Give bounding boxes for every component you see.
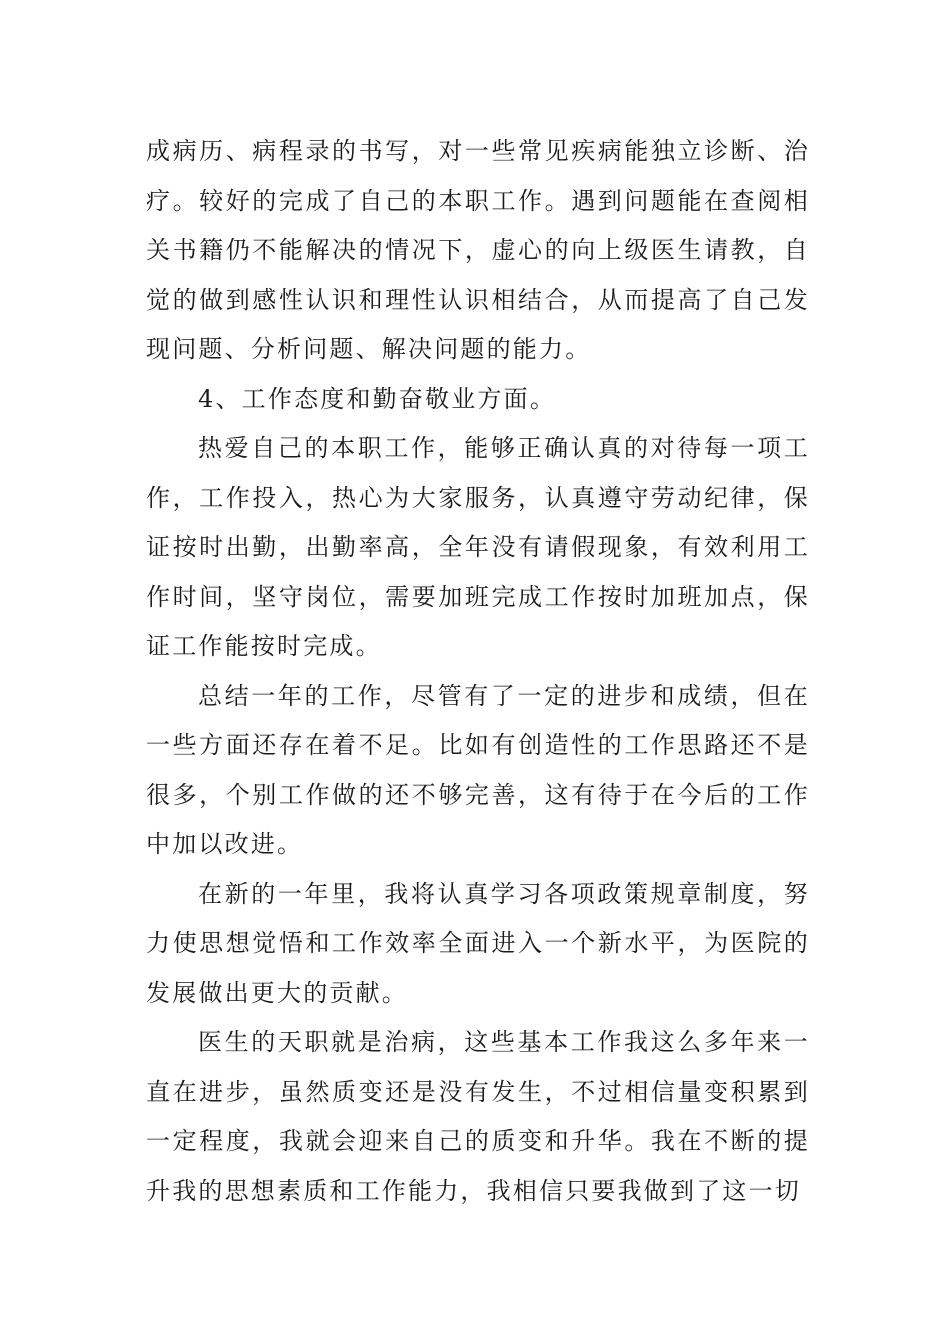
paragraph-4: 总结一年的工作，尽管有了一定的进步和成绩，但在一些方面还存在着不足。比如有创造性的工作思路还不是很多，个别工作做的还不够完善，这有待于在今后的工作中加以改进。: [146, 681, 810, 858]
paragraph-6: 医生的天职就是治病，这些基本工作我这么多年来一直在进步，虽然质变还是没有发生，不过相信量变积累到一定程度，我就会迎来自己的质变和升华。我在不断的提升我的思想素质和工作能力，我相信只要我做到了这一切: [146, 1028, 810, 1205]
document-body: [146, 127, 810, 1216]
paragraph-5: 在新的一年里，我将认真学习各项政策规章制度，努力使思想觉悟和工作效率全面进入一个新水平，为医院的发展做出更大的贡献。: [146, 879, 810, 1007]
paragraph-1: 成病历、病程录的书写，对一些常见疾病能独立诊断、治疗。较好的完成了自己的本职工作。遇到问题能在查阅相关书籍仍不能解决的情况下，虚心的向上级医生请教，自觉的做到感性认识和理性认识相结合，从而提高了自己发现问题、分析问题、解决问题的能力。: [146, 137, 810, 363]
paragraph-3: 热爱自己的本职工作，能够正确认真的对待每一项工作，工作投入，热心为大家服务，认真遵守劳动纪律，保证按时出勤，出勤率高，全年没有请假现象，有效利用工作时间，坚守岗位，需要加班完成工作按时加班加点，保证工作能按时完成。: [146, 434, 810, 660]
section-heading-4: 4、工作态度和勤奋敬业方面。: [198, 384, 557, 413]
